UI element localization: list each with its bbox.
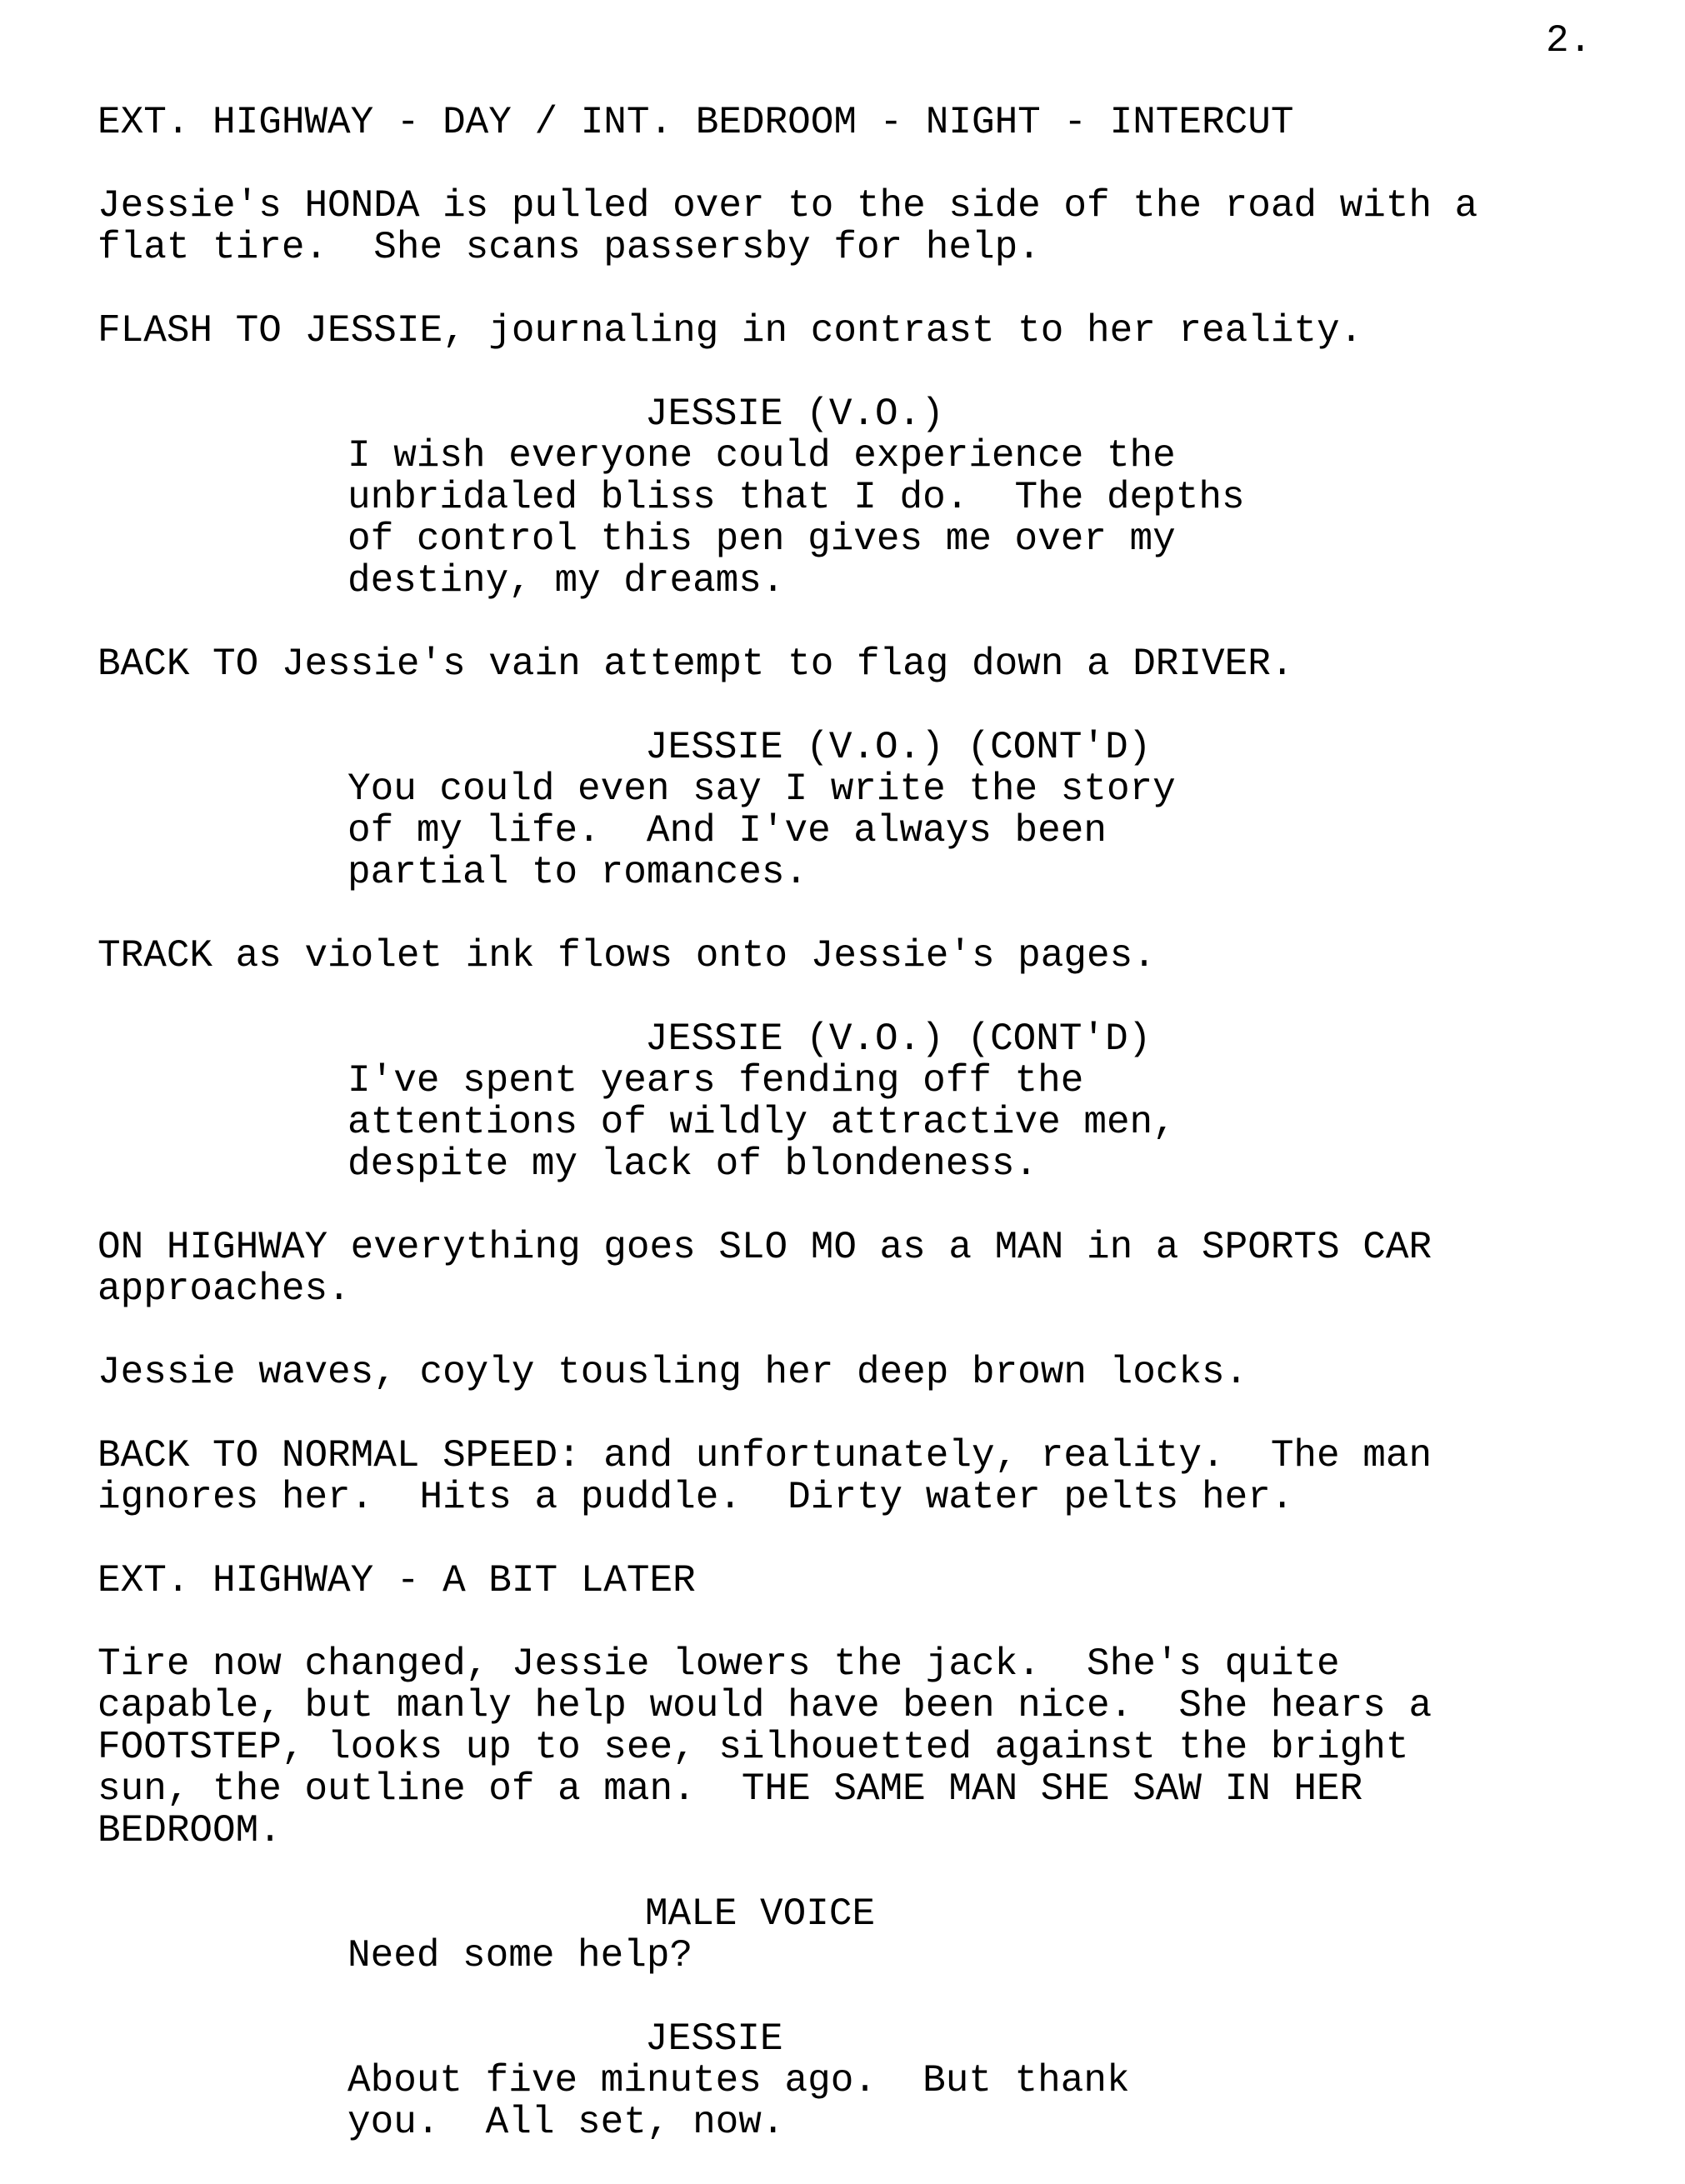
character-cue-jessie-vo: JESSIE (V.O.) xyxy=(645,392,944,436)
character-cue-jessie-vo-contd: JESSIE (V.O.) (CONT'D) xyxy=(645,726,1152,769)
action-slo-mo: ON HIGHWAY everything goes SLO MO as a MAN in a SPORTS CAR approaches. xyxy=(98,1226,1432,1311)
dialogue-need-help: Need some help? xyxy=(348,1934,693,1977)
character-cue-jessie-vo-contd-2: JESSIE (V.O.) (CONT'D) xyxy=(645,1017,1152,1061)
scene-heading-intercut: EXT. HIGHWAY - DAY / INT. BEDROOM - NIGHT - INTERCUT xyxy=(98,101,1294,144)
dialogue-story-of-my-life: You could even say I write the story of my life. And I've always been partial to romances. xyxy=(348,767,1176,894)
page-number: 2. xyxy=(1546,19,1592,62)
character-cue-male-voice: MALE VOICE xyxy=(645,1892,876,1936)
action-honda-flat-tire: Jessie's HONDA is pulled over to the side of the road with a flat tire. She scans passersby for help. xyxy=(98,184,1478,269)
character-cue-jessie: JESSIE xyxy=(645,2017,783,2061)
dialogue-five-minutes-ago: About five minutes ago. But thank you. All set, now. xyxy=(348,2059,1130,2144)
action-violet-ink: TRACK as violet ink flows onto Jessie's pages. xyxy=(98,934,1156,977)
screenplay-page xyxy=(98,102,1598,2143)
action-normal-speed: BACK TO NORMAL SPEED: and unfortunately, reality. The man ignores her. Hits a puddle. Dirty water pelts her. xyxy=(98,1434,1432,1519)
action-flash-to-jessie: FLASH TO JESSIE, journaling in contrast to her reality. xyxy=(98,309,1363,352)
action-tire-changed: Tire now changed, Jessie lowers the jack. She's quite capable, but manly help would have been nice. She hears a FOOTSTEP, looks up to see, silhouetted against the bright sun, the outline of a man. THE SAME MAN SHE SAW IN HER BEDROOM. xyxy=(98,1642,1432,1852)
scene-heading-bit-later: EXT. HIGHWAY - A BIT LATER xyxy=(98,1559,696,1602)
action-flag-down-driver: BACK TO Jessie's vain attempt to flag down a DRIVER. xyxy=(98,642,1294,686)
action-jessie-waves: Jessie waves, coyly tousling her deep brown locks. xyxy=(98,1351,1248,1394)
dialogue-unbridaled-bliss: I wish everyone could experience the unbridaled bliss that I do. The depths of control this pen gives me over my destiny, my dreams. xyxy=(348,434,1245,602)
dialogue-fending-off: I've spent years fending off the attentions of wildly attractive men, despite my lack of blondeness. xyxy=(348,1059,1176,1186)
